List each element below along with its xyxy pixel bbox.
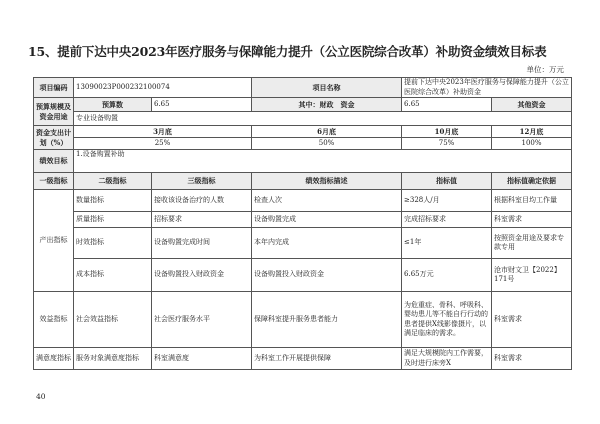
indicator-basis: 科室需求 xyxy=(492,212,572,228)
indicator-value: 完成招标要求 xyxy=(402,212,492,228)
plan-value: 50% xyxy=(252,138,402,150)
project-name-label: 项目名称 xyxy=(252,78,402,98)
table-row xyxy=(34,212,572,228)
fiscal-label: 其中：财政 资金 xyxy=(252,98,402,112)
page-number: 40 xyxy=(36,392,46,401)
plan-header: 3月底 xyxy=(74,126,252,138)
indicator-l2: 时效指标 xyxy=(74,228,152,259)
indicator-value: 为危重症、骨科、呼吸科、婴幼患儿等不能自行行动的患者提供X线影像摄片，以满足临床的需求。 xyxy=(402,292,492,348)
indicator-basis: 按照资金用途及要求专款专用 xyxy=(492,228,572,259)
indicator-l2: 质量指标 xyxy=(74,212,152,228)
indicator-basis: 沧市财文卫【2022】171号 xyxy=(492,259,572,292)
indicator-l1: 产出指标 xyxy=(34,190,74,292)
budget-label: 预算规模及资金用途 xyxy=(34,98,74,126)
indicator-l3: 社会医疗服务水平 xyxy=(152,292,252,348)
table-row xyxy=(34,348,572,370)
indicator-l1: 效益指标 xyxy=(34,292,74,348)
indicator-l2: 社会效益指标 xyxy=(74,292,152,348)
fiscal-value: 6.65 xyxy=(402,98,492,112)
indicator-basis: 根据科室目均工作量 xyxy=(492,190,572,212)
indicator-value: 满足大规模院内工作需要，及时进行床旁X xyxy=(402,348,492,370)
indicator-l2: 数量指标 xyxy=(74,190,152,212)
table-row xyxy=(34,259,572,292)
indicator-l3: 设备购置投入财政资金 xyxy=(152,259,252,292)
page-title: 15、提前下达中央2023年医疗服务与保障能力提升（公立医院综合改革）补助资金绩效目标表 xyxy=(28,44,547,59)
budget-value: 6.65 xyxy=(152,98,252,112)
header-l1: 一级指标 xyxy=(34,173,74,190)
plan-value: 25% xyxy=(74,138,252,150)
indicator-value: ≥328人/月 xyxy=(402,190,492,212)
other-label: 其他资金 xyxy=(492,98,572,112)
indicator-basis: 科室需求 xyxy=(492,348,572,370)
plan-header: 10月底 xyxy=(402,126,492,138)
goal-label: 绩效目标 xyxy=(34,150,74,173)
header-value: 指标值 xyxy=(402,173,492,190)
indicator-l3: 设备购置完成时间 xyxy=(152,228,252,259)
indicator-value: ≤1年 xyxy=(402,228,492,259)
indicator-l3: 招标要求 xyxy=(152,212,252,228)
indicator-desc: 设备购置完成 xyxy=(252,212,402,228)
indicator-desc: 为科室工作开展提供保障 xyxy=(252,348,402,370)
plan-header: 12月底 xyxy=(492,126,572,138)
plan-header: 6月底 xyxy=(252,126,402,138)
project-name: 提前下达中央2023年医疗服务与保障能力提升（公立医院综合改革）补助资金 xyxy=(402,78,572,98)
indicator-desc: 保障科室提升服务患者能力 xyxy=(252,292,402,348)
indicator-desc: 检查人次 xyxy=(252,190,402,212)
indicator-l2: 成本指标 xyxy=(74,259,152,292)
indicator-l3: 科室满意度 xyxy=(152,348,252,370)
project-code: 13090023P000232100074 xyxy=(74,78,252,98)
unit-label: 单位：万元 xyxy=(526,65,564,74)
table-row xyxy=(34,292,572,348)
budget-sub-label: 预算数 xyxy=(74,98,152,112)
indicator-l3: 接收该设备治疗的人数 xyxy=(152,190,252,212)
header-l3: 三级指标 xyxy=(152,173,252,190)
performance-table xyxy=(33,77,572,370)
indicator-l1: 满意度指标 xyxy=(34,348,74,370)
header-desc: 绩效指标描述 xyxy=(252,173,402,190)
plan-value: 100% xyxy=(492,138,572,150)
plan-label: 资金支出计划（%） xyxy=(34,126,74,150)
goal-text: 1.设备购置补助 xyxy=(74,150,572,173)
indicator-value: 6.65万元 xyxy=(402,259,492,292)
indicator-l2: 服务对象满意度指标 xyxy=(74,348,152,370)
table-row xyxy=(34,190,572,212)
plan-value: 75% xyxy=(402,138,492,150)
header-basis: 指标值确定依据 xyxy=(492,173,572,190)
indicator-desc: 本年内完成 xyxy=(252,228,402,259)
header-l2: 二级指标 xyxy=(74,173,152,190)
indicator-desc: 设备购置投入财政资金 xyxy=(252,259,402,292)
project-code-label: 项目编码 xyxy=(34,78,74,98)
table-row xyxy=(34,228,572,259)
indicator-basis: 科室需求 xyxy=(492,292,572,348)
usage: 专业设备购置 xyxy=(74,112,572,126)
